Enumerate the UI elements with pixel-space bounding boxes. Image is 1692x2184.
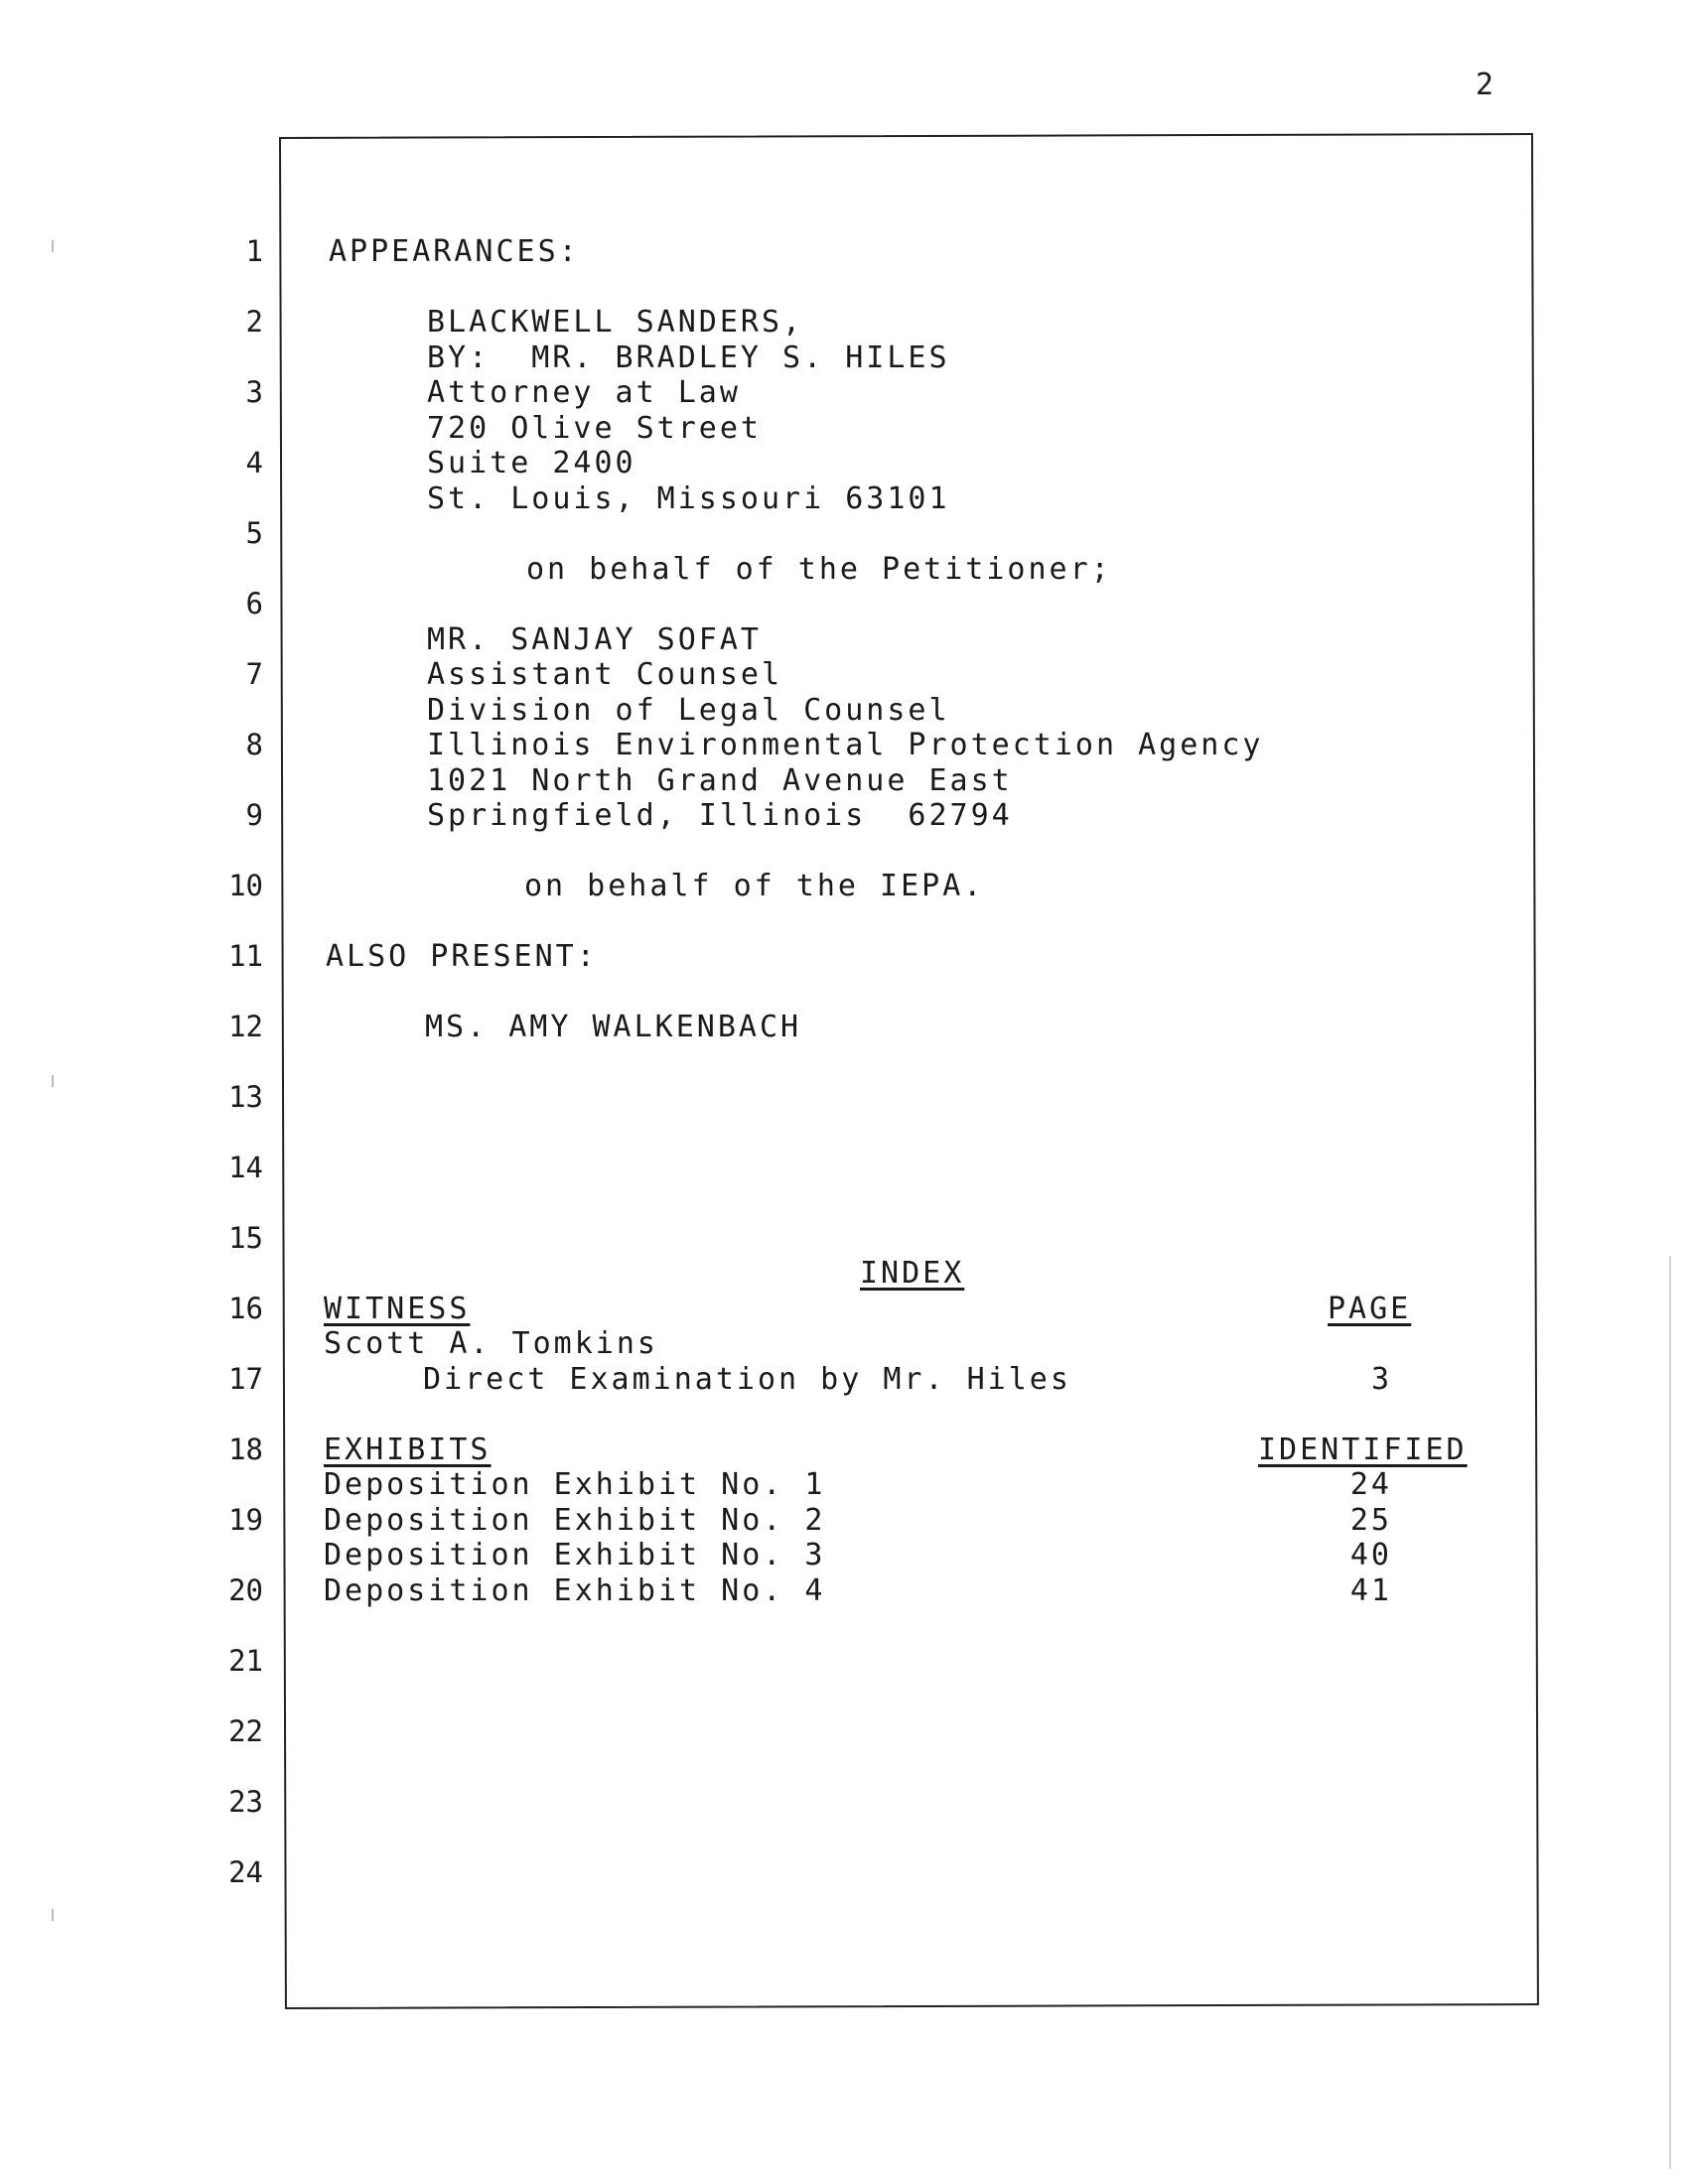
line-number: 4 bbox=[245, 446, 263, 479]
iepa-title: Assistant Counsel bbox=[427, 657, 783, 692]
page-number: 2 bbox=[1476, 68, 1494, 102]
line-number: 10 bbox=[228, 869, 263, 902]
line-number: 24 bbox=[228, 1855, 263, 1889]
exhibit-label: Deposition Exhibit No. 3 bbox=[324, 1538, 826, 1572]
line-number: 12 bbox=[228, 1010, 263, 1043]
scan-speck bbox=[52, 240, 54, 252]
examination-entry: Direct Examination by Mr. Hiles bbox=[423, 1362, 1071, 1397]
appearances-heading: APPEARANCES: bbox=[329, 234, 580, 269]
exhibit-page: 40 bbox=[1349, 1538, 1392, 1572]
petitioner-behalf: on behalf of the Petitioner; bbox=[526, 552, 1112, 587]
line-number: 16 bbox=[228, 1292, 263, 1325]
exhibit-page: 41 bbox=[1349, 1573, 1392, 1608]
witness-header: WITNESS bbox=[324, 1292, 471, 1326]
exhibit-page: 24 bbox=[1349, 1467, 1392, 1502]
line-number: 3 bbox=[245, 375, 263, 409]
petitioner-suite: Suite 2400 bbox=[427, 446, 636, 480]
line-number: 6 bbox=[245, 587, 263, 620]
line-number: 23 bbox=[228, 1785, 263, 1819]
line-number: 11 bbox=[228, 939, 263, 973]
page-header: PAGE bbox=[1328, 1292, 1412, 1326]
also-present-name: MS. AMY WALKENBACH bbox=[425, 1010, 802, 1044]
line-number: 17 bbox=[228, 1362, 263, 1396]
exhibit-label: Deposition Exhibit No. 2 bbox=[324, 1503, 826, 1538]
iepa-behalf: on behalf of the IEPA. bbox=[524, 869, 985, 903]
scan-edge bbox=[1669, 1256, 1671, 2169]
petitioner-title: Attorney at Law bbox=[427, 375, 741, 410]
iepa-division: Division of Legal Counsel bbox=[427, 693, 950, 728]
petitioner-city: St. Louis, Missouri 63101 bbox=[427, 481, 950, 516]
line-number: 22 bbox=[228, 1714, 263, 1748]
line-number: 5 bbox=[245, 516, 263, 550]
iepa-street: 1021 North Grand Avenue East bbox=[427, 763, 1013, 798]
scan-speck bbox=[52, 1909, 54, 1921]
line-number: 13 bbox=[228, 1080, 263, 1114]
exhibit-label: Deposition Exhibit No. 4 bbox=[324, 1573, 826, 1608]
examination-page: 3 bbox=[1370, 1362, 1392, 1397]
line-number: 7 bbox=[245, 657, 263, 691]
iepa-attorney: MR. SANJAY SOFAT bbox=[427, 622, 762, 657]
petitioner-street: 720 Olive Street bbox=[427, 411, 762, 446]
iepa-agency: Illinois Environmental Protection Agency bbox=[427, 728, 1264, 762]
line-number: 2 bbox=[245, 305, 263, 339]
index-heading: INDEX bbox=[860, 1256, 965, 1291]
line-number: 14 bbox=[228, 1151, 263, 1184]
line-number: 9 bbox=[245, 798, 263, 832]
petitioner-firm: BLACKWELL SANDERS, bbox=[427, 305, 804, 340]
scan-speck bbox=[52, 1075, 54, 1087]
line-number: 1 bbox=[245, 234, 263, 268]
exhibits-header: EXHIBITS bbox=[324, 1433, 492, 1467]
exhibit-page: 25 bbox=[1349, 1503, 1392, 1538]
iepa-city: Springfield, Illinois 62794 bbox=[427, 798, 1013, 833]
line-number: 8 bbox=[245, 728, 263, 761]
line-number: 21 bbox=[228, 1644, 263, 1678]
also-present-heading: ALSO PRESENT: bbox=[326, 939, 598, 974]
exhibit-label: Deposition Exhibit No. 1 bbox=[324, 1467, 826, 1502]
line-number: 20 bbox=[228, 1573, 263, 1607]
petitioner-attorney: BY: MR. BRADLEY S. HILES bbox=[427, 341, 950, 375]
line-number: 18 bbox=[228, 1433, 263, 1466]
witness-name: Scott A. Tomkins bbox=[324, 1326, 658, 1361]
line-number: 19 bbox=[228, 1503, 263, 1537]
identified-header: IDENTIFIED bbox=[1258, 1433, 1468, 1467]
line-number: 15 bbox=[228, 1221, 263, 1255]
